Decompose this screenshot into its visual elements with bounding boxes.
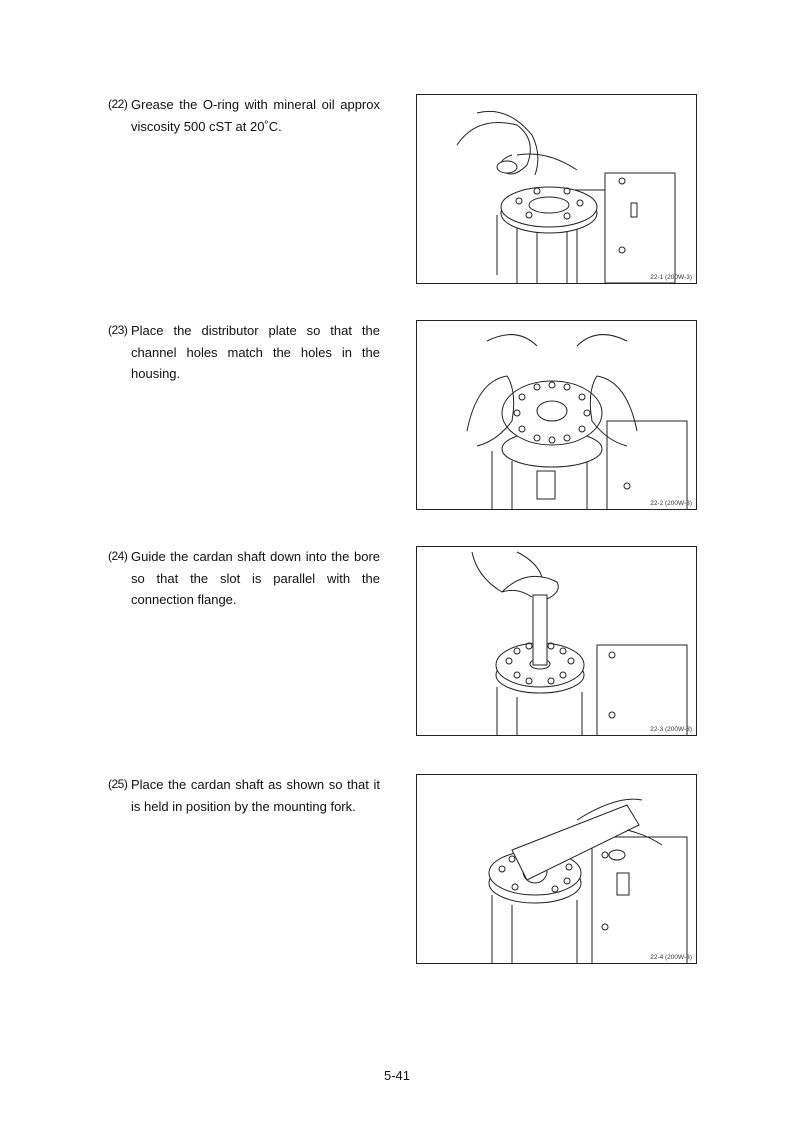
figure-distributor-plate bbox=[416, 320, 697, 510]
step-23 bbox=[108, 320, 380, 385]
step-text: Place the distributor plate so that the channel holes match the holes in the housing. bbox=[131, 323, 380, 381]
step-number: (24) bbox=[108, 549, 128, 563]
illustration-hand-greasing-o-ring bbox=[417, 95, 697, 284]
step-text: Guide the cardan shaft down into the bore so that the slot is parallel with the connection flange. bbox=[131, 549, 380, 607]
figure-cardan-shaft-guide bbox=[416, 546, 697, 736]
step-number: (23) bbox=[108, 323, 128, 337]
step-24 bbox=[108, 546, 380, 611]
step-22 bbox=[108, 94, 380, 137]
illustration-mounting-fork bbox=[417, 775, 697, 964]
figure-caption: 22-2 (200W-3) bbox=[650, 500, 692, 507]
figure-mounting-fork bbox=[416, 774, 697, 964]
illustration-guiding-cardan-shaft bbox=[417, 547, 697, 736]
figure-caption: 22-3 (200W-3) bbox=[650, 726, 692, 733]
step-25 bbox=[108, 774, 380, 817]
page-number: 5-41 bbox=[383, 1068, 411, 1083]
figure-caption: 22-4 (200W-3) bbox=[650, 954, 692, 961]
figure-caption: 22-1 (200W-3) bbox=[650, 274, 692, 281]
step-text: Place the cardan shaft as shown so that it is held in position by the mounting fork. bbox=[131, 777, 380, 814]
illustration-placing-distributor-plate bbox=[417, 321, 697, 510]
step-number: (22) bbox=[108, 97, 128, 111]
figure-grease-o-ring bbox=[416, 94, 697, 284]
step-number: (25) bbox=[108, 777, 128, 791]
step-text: Grease the O-ring with mineral oil approx viscosity 500 cST at 20˚C. bbox=[131, 97, 380, 134]
